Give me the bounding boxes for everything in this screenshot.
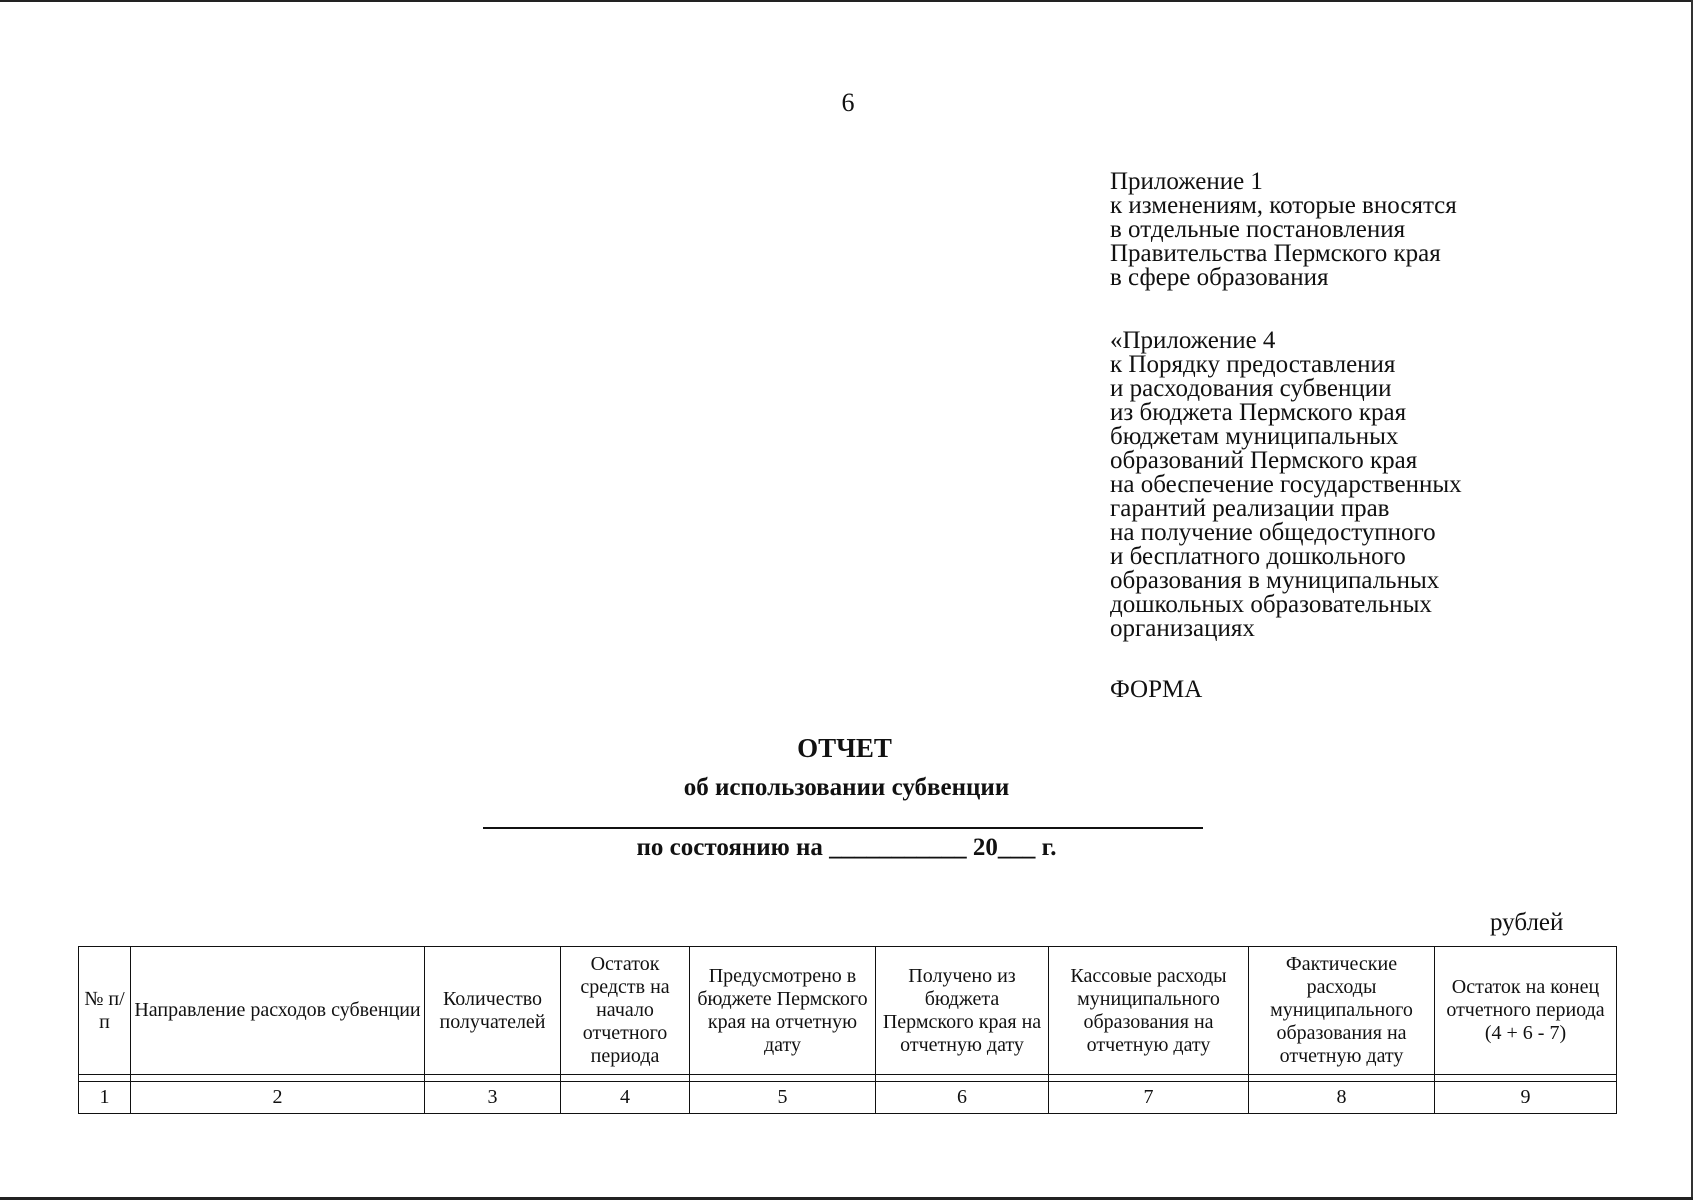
- currency-unit: рублей: [1490, 909, 1564, 936]
- column-number: 6: [876, 1082, 1049, 1114]
- column-number: 7: [1049, 1082, 1249, 1114]
- appendix-2-line: образования в муниципальных: [1110, 567, 1440, 594]
- column-number: 9: [1435, 1082, 1617, 1114]
- report-title: ОТЧЕТ: [797, 733, 892, 763]
- appendix-1-line: Правительства Пермского края: [1110, 240, 1441, 267]
- appendix-2-line: гарантий реализации прав: [1110, 495, 1390, 522]
- column-number: 2: [131, 1082, 425, 1114]
- column-header: Остаток на конец отчетного периода (4 + 6 - 7): [1435, 947, 1617, 1075]
- report-date-line: по состоянию на ___________ 20___ г.: [636, 834, 1057, 861]
- column-number: 4: [561, 1082, 690, 1114]
- form-label: ФОРМА: [1110, 676, 1203, 703]
- appendix-1-line: Приложение 1: [1110, 168, 1263, 195]
- appendix-2-line: на обеспечение государственных: [1110, 471, 1462, 498]
- column-number: 1: [79, 1082, 131, 1114]
- appendix-1-line: в сфере образования: [1110, 264, 1329, 291]
- column-number: 5: [690, 1082, 876, 1114]
- municipality-blank-line: [483, 827, 1203, 829]
- appendix-2-line: организациях: [1110, 615, 1255, 642]
- appendix-1-line: в отдельные постановления: [1110, 216, 1406, 243]
- appendix-2-line: «Приложение 4: [1110, 327, 1276, 354]
- report-subtitle: об использовании субвенции: [683, 774, 1010, 801]
- report-table: [78, 946, 1617, 1114]
- column-header: Фактические расходы муниципального образования на отчетную дату: [1249, 947, 1435, 1075]
- appendix-2-line: на получение общедоступного: [1110, 519, 1436, 546]
- appendix-2-line: и расходования субвенции: [1110, 375, 1392, 402]
- appendix-2-line: образований Пермского края: [1110, 447, 1418, 474]
- table-header-row: [79, 947, 1617, 1075]
- column-number: 3: [425, 1082, 561, 1114]
- column-header: Предусмотрено в бюджете Пермского края на отчетную дату: [690, 947, 876, 1075]
- column-header: Остаток средств на начало отчетного периода: [561, 947, 690, 1075]
- column-header: Количество получателей: [425, 947, 561, 1075]
- appendix-1-line: к изменениям, которые вносятся: [1110, 192, 1457, 219]
- column-header: Кассовые расходы муниципального образования на отчетную дату: [1049, 947, 1249, 1075]
- appendix-2-line: бюджетам муниципальных: [1110, 423, 1399, 450]
- column-number-row: [79, 1082, 1617, 1114]
- column-header: Направление расходов субвенции: [131, 947, 425, 1075]
- appendix-1-block: [1110, 170, 1550, 290]
- appendix-2-line: и бесплатного дошкольного: [1110, 543, 1406, 570]
- table-spacer-row: [79, 1075, 1617, 1082]
- appendix-2-line: дошкольных образовательных: [1110, 591, 1432, 618]
- scan-border-top: [0, 0, 1693, 2]
- appendix-2-block: [1110, 329, 1550, 641]
- appendix-2-line: к Порядку предоставления: [1110, 351, 1396, 378]
- column-header: Получено из бюджета Пермского края на отчетную дату: [876, 947, 1049, 1075]
- column-number: 8: [1249, 1082, 1435, 1114]
- page-number: 6: [841, 88, 855, 117]
- column-header: № п/п: [79, 947, 131, 1075]
- appendix-2-line: из бюджета Пермского края: [1110, 399, 1407, 426]
